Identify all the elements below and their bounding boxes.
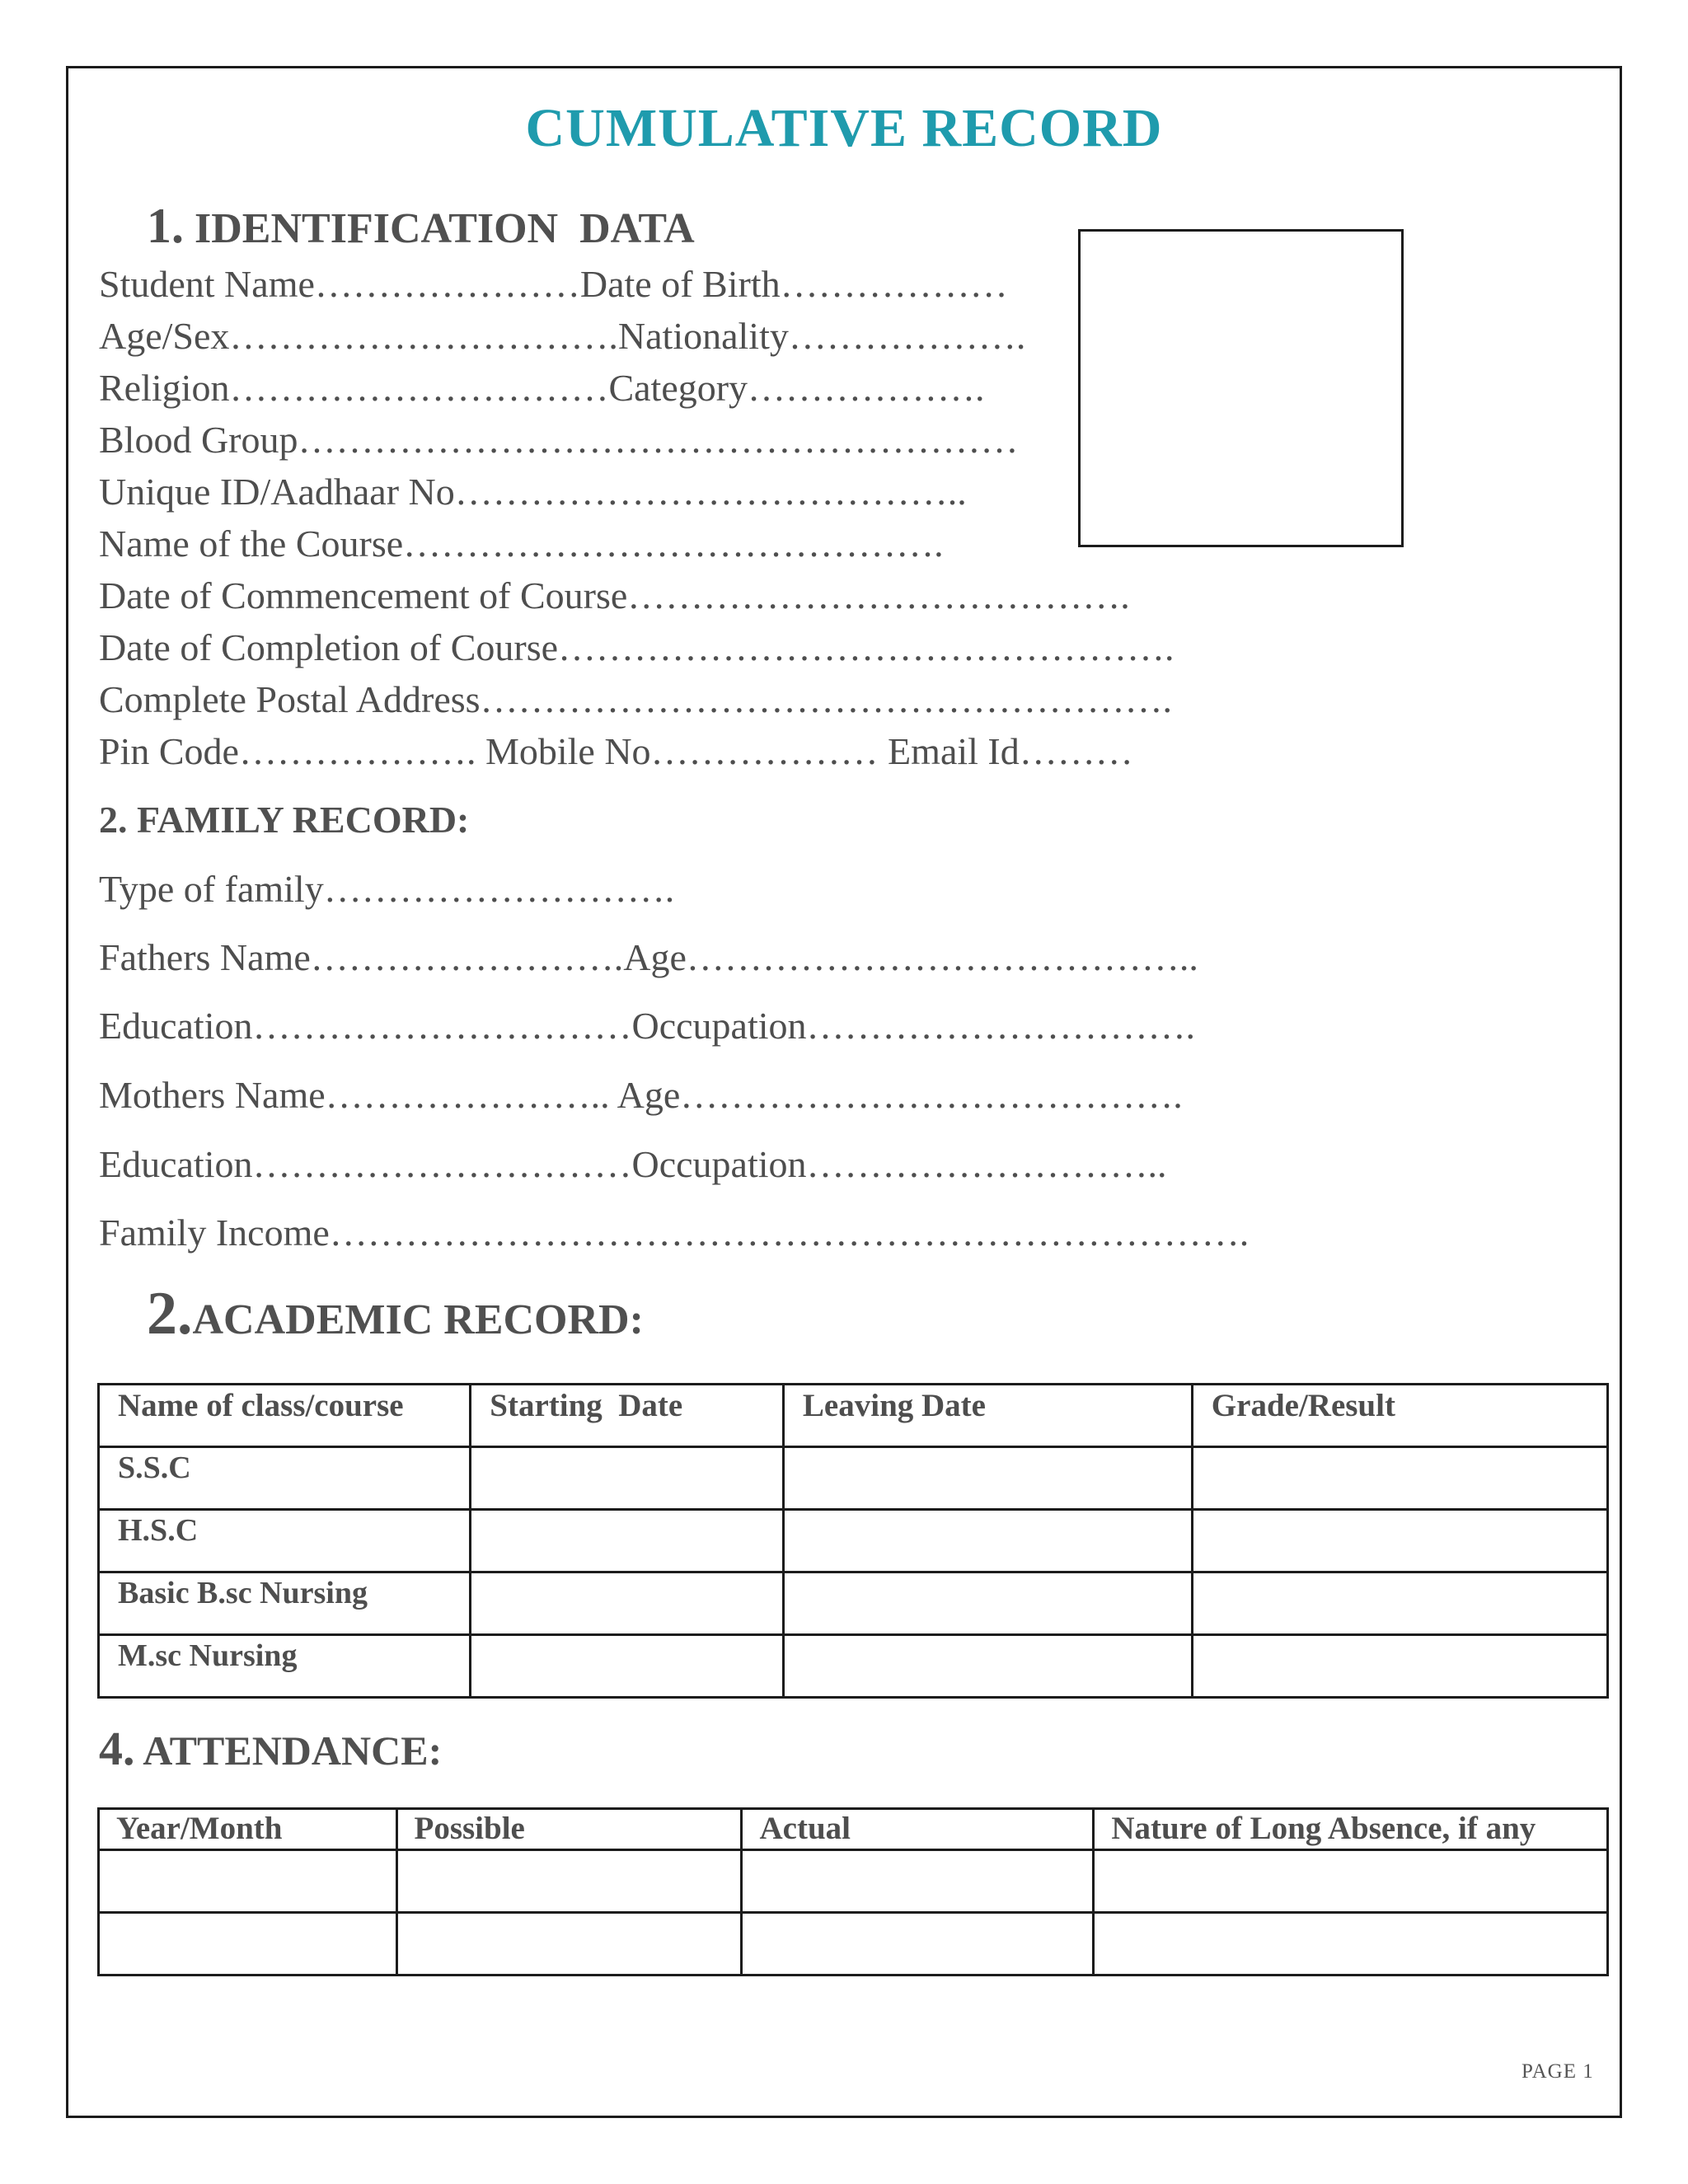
field-mother-name-age: Mothers Name………………….. Age………………………………….	[99, 1074, 1183, 1116]
cell-empty[interactable]	[783, 1572, 1192, 1635]
col-long-absence: Nature of Long Absence, if any	[1094, 1809, 1608, 1850]
row-label-hsc: H.S.C	[99, 1510, 471, 1572]
col-leaving-date: Leaving Date	[783, 1385, 1192, 1447]
cell-empty[interactable]	[99, 1850, 397, 1913]
field-postal-address: Complete Postal Address……………………………………………….	[99, 678, 1173, 720]
identification-heading-number: 1.	[147, 199, 184, 253]
col-class-course: Name of class/course	[99, 1385, 471, 1447]
field-pin-mobile-email: Pin Code………………. Mobile No……………… Email Id………	[99, 730, 1133, 772]
page-title: CUMULATIVE RECORD	[525, 98, 1163, 158]
academic-heading-number: 2.	[147, 1280, 193, 1347]
field-religion-category: Religion…………………………Category……………….	[99, 367, 985, 409]
cell-empty[interactable]	[471, 1635, 784, 1698]
col-year-month: Year/Month	[99, 1809, 397, 1850]
col-grade-result: Grade/Result	[1192, 1385, 1607, 1447]
attendance-heading-number: 4.	[99, 1722, 135, 1775]
family-heading: 2. FAMILY RECORD:	[99, 799, 470, 841]
col-actual: Actual	[742, 1809, 1094, 1850]
field-commencement-date: Date of Commencement of Course………………………………….	[99, 574, 1130, 616]
attendance-table	[97, 1807, 1609, 1976]
photo-box	[1078, 229, 1404, 547]
field-father-name-age: Fathers Name…………………….Age…………………………………..	[99, 936, 1198, 978]
field-father-education-occupation: Education…………………………Occupation………………………….	[99, 1005, 1196, 1047]
academic-heading-text: ACADEMIC RECORD:	[192, 1296, 644, 1343]
cell-empty[interactable]	[396, 1850, 742, 1913]
page-number: PAGE 1	[1522, 2060, 1594, 2083]
cell-empty[interactable]	[1094, 1850, 1608, 1913]
table-row	[99, 1447, 1608, 1510]
cell-empty[interactable]	[1192, 1635, 1607, 1698]
cell-empty[interactable]	[742, 1850, 1094, 1913]
field-mother-education-occupation: Education…………………………Occupation………………………..	[99, 1143, 1167, 1185]
field-family-type: Type of family……………………….	[99, 868, 675, 910]
table-row	[99, 1510, 1608, 1572]
cell-empty[interactable]	[396, 1913, 742, 1975]
attendance-header-row	[99, 1809, 1608, 1850]
cell-empty[interactable]	[742, 1913, 1094, 1975]
academic-table	[97, 1383, 1609, 1699]
row-label-msc: M.sc Nursing	[99, 1635, 471, 1698]
cell-empty[interactable]	[99, 1913, 397, 1975]
cell-empty[interactable]	[1094, 1913, 1608, 1975]
field-blood-group: Blood Group…………………………………………………	[99, 419, 1019, 461]
attendance-heading-text: ATTENDANCE:	[143, 1727, 443, 1774]
cell-empty[interactable]	[471, 1572, 784, 1635]
cell-empty[interactable]	[783, 1635, 1192, 1698]
field-completion-date: Date of Completion of Course………………………………………….	[99, 626, 1175, 668]
academic-header-row	[99, 1385, 1608, 1447]
col-starting-date: Starting Date	[471, 1385, 784, 1447]
identification-heading	[147, 198, 695, 255]
table-row	[99, 1850, 1608, 1913]
field-course-name: Name of the Course…………………………………….	[99, 523, 944, 565]
row-label-basic-bsc: Basic B.sc Nursing	[99, 1572, 471, 1635]
attendance-heading	[99, 1721, 442, 1776]
table-row	[99, 1572, 1608, 1635]
cell-empty[interactable]	[1192, 1447, 1607, 1510]
field-unique-id: Unique ID/Aadhaar No…………………………………..	[99, 471, 967, 513]
field-student-name-dob: Student Name…………………Date of Birth………………	[99, 263, 1008, 305]
cell-empty[interactable]	[783, 1510, 1192, 1572]
col-possible: Possible	[396, 1809, 742, 1850]
cell-empty[interactable]	[1192, 1510, 1607, 1572]
cell-empty[interactable]	[471, 1447, 784, 1510]
table-row	[99, 1913, 1608, 1975]
cell-empty[interactable]	[471, 1510, 784, 1572]
field-family-income: Family Income……………………………………………………………….	[99, 1212, 1250, 1254]
academic-heading	[147, 1279, 644, 1349]
cell-empty[interactable]	[783, 1447, 1192, 1510]
table-row	[99, 1635, 1608, 1698]
identification-heading-text: IDENTIFICATION DATA	[195, 205, 695, 252]
cell-empty[interactable]	[1192, 1572, 1607, 1635]
row-label-ssc: S.S.C	[99, 1447, 471, 1510]
field-age-sex-nationality: Age/Sex………………………….Nationality……………….	[99, 315, 1026, 357]
